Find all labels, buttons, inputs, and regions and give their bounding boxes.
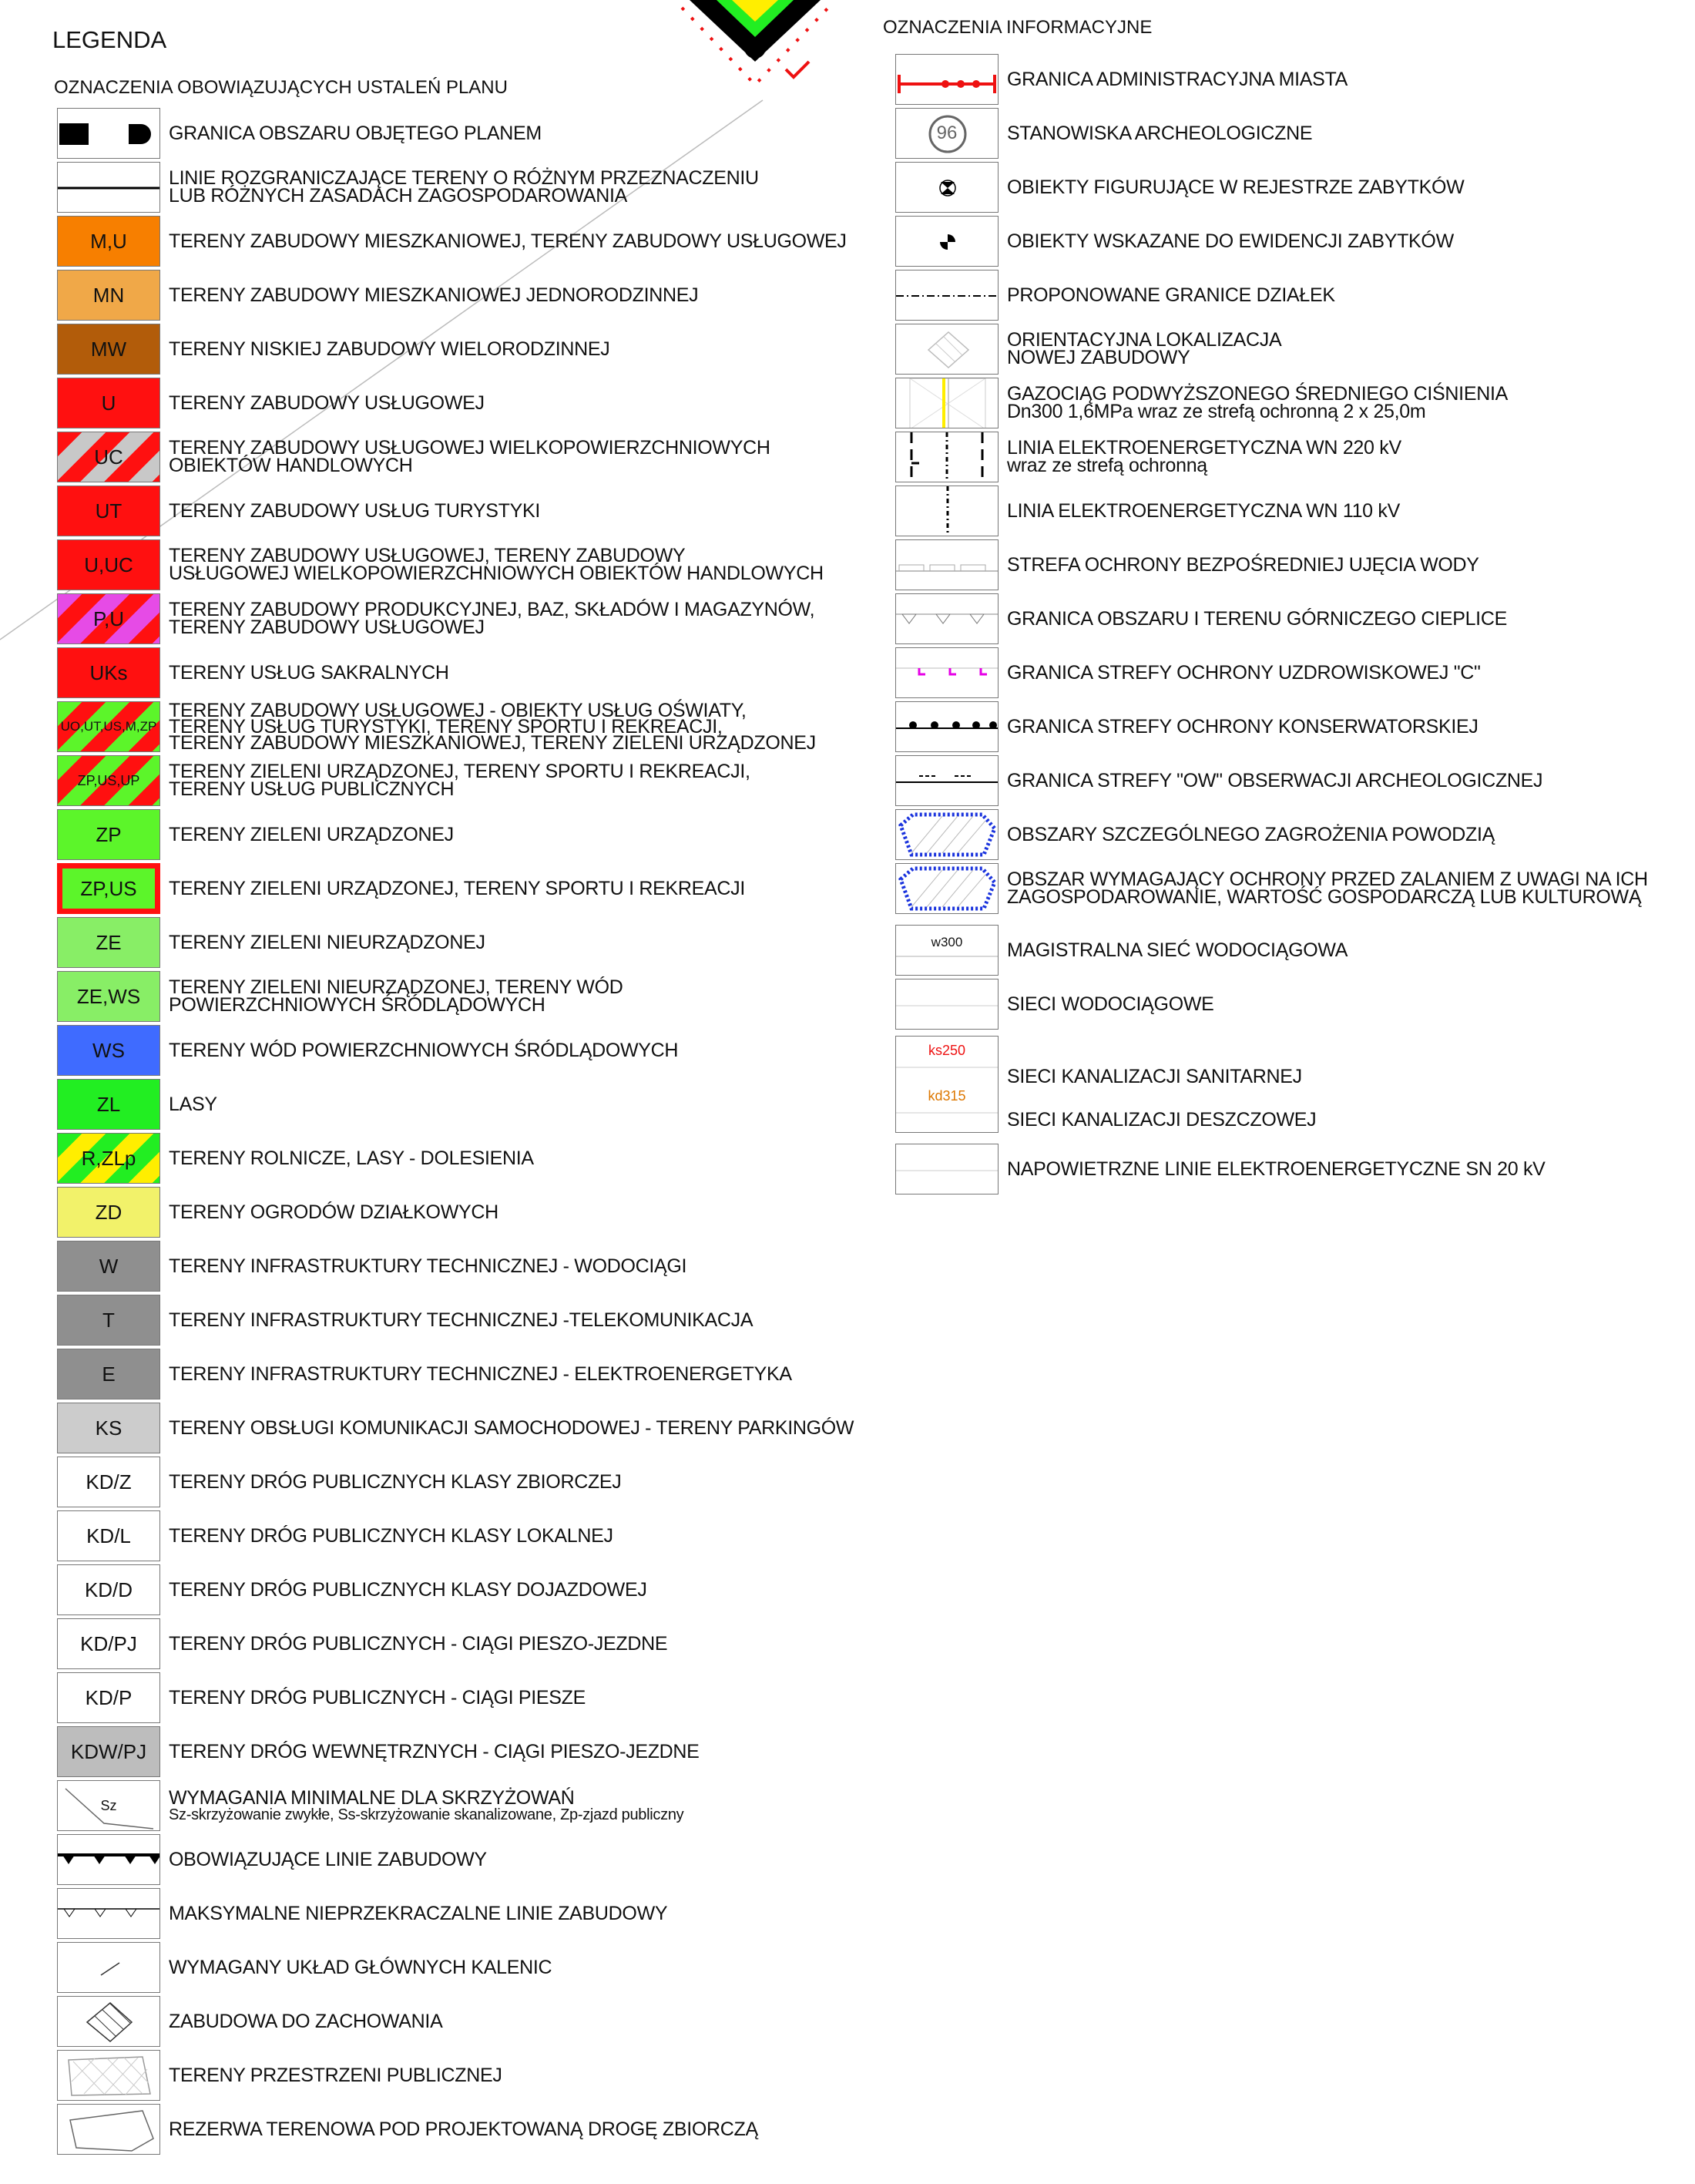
legend-label-line2: LUB RÓŻNYCH ZASADACH ZAGOSPODAROWANIA bbox=[169, 185, 627, 207]
zone-code: KD/D bbox=[84, 1578, 133, 1601]
legend-label: TERENY DRÓG PUBLICZNYCH KLASY DOJAZDOWEJ bbox=[169, 1578, 647, 1601]
legend-title: LEGENDA bbox=[52, 26, 167, 53]
zone-swatch bbox=[57, 1349, 160, 1399]
legend-label: NAPOWIETRZNE LINIE ELEKTROENERGETYCZNE SN 20 kV bbox=[1007, 1158, 1546, 1180]
legend-label: STREFA OCHRONY BEZPOŚREDNIEJ UJĘCIA WODY bbox=[1007, 553, 1479, 576]
zone-code: P,U bbox=[93, 606, 124, 630]
sanitary-sewer-symbol bbox=[895, 1036, 999, 1087]
zone-code: UO,UT,US,M,ZP bbox=[60, 719, 157, 734]
zone-swatch bbox=[57, 378, 160, 428]
legend-label: TERENY INFRASTRUKTURY TECHNICZNEJ - WODOCIĄGI bbox=[169, 1255, 687, 1277]
legend-label: LINIA ELEKTROENERGETYCZNA WN 110 kV bbox=[1007, 499, 1401, 522]
legend-label: SIECI KANALIZACJI DESZCZOWEJ bbox=[1007, 1108, 1317, 1131]
legend-label-line2: ZAGOSPODAROWANIE, WARTOŚĆ GOSPODARCZĄ LUB KULTUROWĄ bbox=[1007, 886, 1642, 908]
spa-zone-symbol bbox=[895, 647, 999, 698]
power-line-220kv-symbol bbox=[895, 432, 999, 482]
zone-swatch bbox=[57, 1079, 160, 1130]
water-intake-zone-symbol bbox=[895, 539, 999, 590]
legend-label-line2: TERENY ZABUDOWY USŁUGOWEJ bbox=[169, 617, 485, 638]
legend-label: GAZOCIĄG PODWYŻSZONEGO ŚREDNIEGO CIŚNIENIA bbox=[1007, 383, 1508, 405]
legend-label: TERENY ZABUDOWY USŁUGOWEJ bbox=[169, 391, 485, 414]
legend-label: TERENY OGRODÓW DZIAŁKOWYCH bbox=[169, 1201, 498, 1223]
legend-label: TERENY DRÓG PUBLICZNYCH - CIĄGI PIESZO-JEZDNE bbox=[169, 1632, 668, 1655]
legend-label: TERENY ZIELENI URZĄDZONEJ bbox=[169, 823, 454, 845]
gas-pipeline-symbol bbox=[895, 378, 999, 428]
legend-label: TERENY PRZESTRZENI PUBLICZNEJ bbox=[169, 2064, 502, 2086]
legend-label: TERENY ZIELENI URZĄDZONEJ, TERENY SPORTU I REKREACJI, bbox=[169, 761, 750, 782]
legend-label: LINIA ELEKTROENERGETYCZNA WN 220 kV bbox=[1007, 437, 1401, 459]
zone-code: ZP bbox=[96, 822, 122, 846]
zone-swatch bbox=[57, 486, 160, 536]
zone-swatch bbox=[57, 1672, 160, 1723]
legend-label: TERENY USŁUG SAKRALNYCH bbox=[169, 661, 449, 684]
legend-label-line3: TERENY ZABUDOWY MIESZKANIOWEJ, TERENY ZIELENI URZĄDZONEJ bbox=[169, 731, 816, 754]
legend-label: STANOWISKA ARCHEOLOGICZNE bbox=[1007, 122, 1313, 144]
water-main-code: w300 bbox=[931, 935, 963, 949]
legend-label: REZERWA TERENOWA POD PROJEKTOWANĄ DROGĘ ZBIORCZĄ bbox=[169, 2118, 758, 2140]
zone-code: KDW/PJ bbox=[70, 1739, 147, 1763]
archaeological-site-number: 96 bbox=[936, 123, 958, 143]
zone-swatch bbox=[57, 1564, 160, 1615]
zone-code: U bbox=[101, 391, 116, 415]
zone-swatch bbox=[57, 1726, 160, 1777]
zone-code: KS bbox=[95, 1416, 123, 1440]
legend-label: GRANICA STREFY OCHRONY UZDROWISKOWEJ "C" bbox=[1007, 661, 1481, 684]
zone-swatch bbox=[57, 1457, 160, 1507]
legend-label: TERENY ZIELENI URZĄDZONEJ, TERENY SPORTU I REKREACJI bbox=[169, 877, 745, 899]
legend-label-line2: Sz-skrzyżowanie zwykłe, Ss-skrzyżowanie skanalizowane, Zp-zjazd publiczny bbox=[169, 1806, 684, 1823]
legend-label: OBSZARY SZCZEGÓLNEGO ZAGROŻENIA POWODZIĄ bbox=[1007, 823, 1495, 845]
zone-swatch bbox=[57, 1187, 160, 1238]
zone-swatch bbox=[57, 324, 160, 375]
legend-label: TERENY DRÓG PUBLICZNYCH KLASY ZBIORCZEJ bbox=[169, 1470, 622, 1493]
binding-section-title: OZNACZENIA OBOWIĄZUJĄCYCH USTALEŃ PLANU bbox=[54, 77, 508, 98]
legend-label: OBIEKTY WSKAZANE DO EWIDENCJI ZABYTKÓW bbox=[1007, 230, 1454, 252]
power-line-110kv-symbol bbox=[895, 486, 999, 536]
road-reserve-symbol bbox=[57, 2104, 160, 2155]
zone-code: W bbox=[99, 1254, 119, 1278]
legend-label: TERENY DRÓG PUBLICZNYCH KLASY LOKALNEJ bbox=[169, 1524, 613, 1547]
legend-label: LASY bbox=[169, 1093, 217, 1115]
zone-code: KD/Z bbox=[86, 1470, 132, 1494]
legend-label: TERENY ZIELENI NIEURZĄDZONEJ, TERENY WÓD bbox=[169, 976, 623, 998]
storm-sewer-code: kd315 bbox=[928, 1088, 966, 1104]
registered-monument-icon bbox=[895, 162, 999, 213]
zone-swatch bbox=[57, 1025, 160, 1076]
zone-code: ZL bbox=[96, 1092, 121, 1116]
zone-swatch bbox=[57, 1241, 160, 1292]
monument-record-icon bbox=[895, 216, 999, 267]
legend-label: TERENY ROLNICZE, LASY - DOLESIENIA bbox=[169, 1147, 534, 1169]
legend-label: TERENY ZIELENI NIEURZĄDZONEJ bbox=[169, 931, 485, 953]
legend-label: GRANICA OBSZARU I TERENU GÓRNICZEGO CIEPLICE bbox=[1007, 607, 1507, 630]
legend-label: WYMAGANY UKŁAD GŁÓWNYCH KALENIC bbox=[169, 1956, 552, 1978]
zone-swatch bbox=[57, 647, 160, 698]
legend-label: WYMAGANIA MINIMALNE DLA SKRZYŻOWAŃ bbox=[169, 1786, 575, 1809]
legend-label: GRANICA STREFY "OW" OBSERWACJI ARCHEOLOGICZNEJ bbox=[1007, 769, 1543, 791]
legend-label: LINIE ROZGRANICZAJĄCE TERENY O RÓŻNYM PRZEZNACZENIU bbox=[169, 167, 759, 189]
zone-swatch bbox=[57, 539, 160, 590]
legend-label: ZABUDOWA DO ZACHOWANIA bbox=[169, 2010, 443, 2032]
zone-swatch bbox=[57, 593, 160, 644]
legend-label: TERENY ZABUDOWY USŁUGOWEJ - OBIEKTY USŁUG OŚWIATY, bbox=[169, 699, 747, 721]
flood-risk-symbol bbox=[895, 809, 999, 860]
zone-swatch bbox=[57, 917, 160, 968]
public-space-symbol bbox=[57, 2050, 160, 2101]
legend-label-line2: TERENY USŁUG PUBLICZNYCH bbox=[169, 778, 455, 800]
ow-zone-symbol bbox=[895, 755, 999, 806]
sn-power-line-symbol bbox=[895, 1144, 999, 1194]
legend-label: OBIEKTY FIGURUJĄCE W REJESTRZE ZABYTKÓW bbox=[1007, 176, 1465, 198]
legend-label: MAKSYMALNE NIEPRZEKRACZALNE LINIE ZABUDOWY bbox=[169, 1902, 668, 1924]
legend-label: TERENY INFRASTRUKTURY TECHNICZNEJ - ELEKTROENERGETYKA bbox=[169, 1362, 792, 1385]
legend-label: TERENY OBSŁUGI KOMUNIKACJI SAMOCHODOWEJ - TERENY PARKINGÓW bbox=[169, 1416, 854, 1439]
legend-label: SIECI WODOCIĄGOWE bbox=[1007, 993, 1214, 1015]
ridge-layout-symbol bbox=[57, 1942, 160, 1993]
sanitary-sewer-code: ks250 bbox=[928, 1043, 966, 1058]
zone-code: U,UC bbox=[84, 553, 133, 576]
zone-swatch bbox=[57, 1618, 160, 1669]
zone-code: ZP,US bbox=[80, 876, 137, 900]
new-building-symbol bbox=[895, 324, 999, 375]
informative-section-title: OZNACZENIA INFORMACYJNE bbox=[883, 17, 1153, 38]
legend-label-line2: TERENY USŁUG TURYSTYKI, TERENY SPORTU I REKREACJI, bbox=[169, 715, 723, 738]
legend-label-line2: NOWEJ ZABUDOWY bbox=[1007, 347, 1190, 368]
legend-label: MAGISTRALNA SIEĆ WODOCIĄGOWA bbox=[1007, 939, 1348, 961]
legend-label: TERENY ZABUDOWY USŁUG TURYSTYKI bbox=[169, 499, 541, 522]
mandatory-building-line-symbol bbox=[57, 1834, 160, 1885]
legend-label-line2: OBIEKTÓW HANDLOWYCH bbox=[169, 455, 413, 476]
max-building-line-symbol bbox=[57, 1888, 160, 1939]
zone-code: M,U bbox=[90, 229, 127, 253]
water-network-symbol bbox=[895, 979, 999, 1030]
zone-swatch bbox=[57, 1133, 160, 1184]
legend-label: OBOWIĄZUJĄCE LINIE ZABUDOWY bbox=[169, 1848, 487, 1870]
water-main-symbol bbox=[895, 925, 999, 976]
plan-boundary-symbol bbox=[57, 108, 160, 159]
legend-label: GRANICA STREFY OCHRONY KONSERWATORSKIEJ bbox=[1007, 715, 1479, 738]
zone-code: E bbox=[102, 1362, 116, 1386]
zone-swatch bbox=[57, 809, 160, 860]
legend-label: TERENY ZABUDOWY MIESZKANIOWEJ JEDNORODZINNEJ bbox=[169, 284, 699, 306]
zone-swatch bbox=[57, 1403, 160, 1453]
zone-swatch bbox=[57, 432, 160, 482]
zone-code: ZE bbox=[96, 930, 122, 954]
plot-boundary-symbol bbox=[895, 270, 999, 321]
zone-code: UKs bbox=[89, 660, 128, 684]
zone-swatch bbox=[57, 216, 160, 267]
legend-label: OBSZAR WYMAGAJĄCY OCHRONY PRZED ZALANIEM Z UWAGI NA ICH bbox=[1007, 869, 1648, 890]
mining-area-symbol bbox=[895, 593, 999, 644]
legend-label: GRANICA ADMINISTRACYJNA MIASTA bbox=[1007, 68, 1348, 90]
zone-code: T bbox=[102, 1308, 115, 1332]
city-boundary-symbol bbox=[895, 54, 999, 105]
zone-code: ZE,WS bbox=[76, 984, 141, 1008]
zone-swatch bbox=[57, 971, 160, 1022]
zone-code: WS bbox=[92, 1038, 125, 1062]
legend-label: ORIENTACYJNA LOKALIZACJA bbox=[1007, 329, 1282, 351]
zone-code: MW bbox=[90, 337, 127, 361]
legend-label: TERENY ZABUDOWY USŁUGOWEJ, TERENY ZABUDOWY bbox=[169, 545, 686, 566]
zone-swatch bbox=[57, 755, 160, 806]
legend-label: SIECI KANALIZACJI SANITARNEJ bbox=[1007, 1065, 1302, 1087]
zone-swatch bbox=[57, 270, 160, 321]
zone-swatch bbox=[57, 863, 160, 914]
archaeological-site-symbol bbox=[895, 108, 999, 159]
legend-label-line2: wraz ze strefą ochronną bbox=[1007, 455, 1207, 476]
legend-label: TERENY INFRASTRUKTURY TECHNICZNEJ -TELEKOMUNIKACJA bbox=[169, 1309, 754, 1331]
legend-label: TERENY DRÓG WEWNĘTRZNYCH - CIĄGI PIESZO-JEZDNE bbox=[169, 1740, 700, 1762]
intersection-code: Sz bbox=[100, 1797, 117, 1813]
legend-label: GRANICA OBSZARU OBJĘTEGO PLANEM bbox=[169, 122, 542, 144]
zone-code: KD/L bbox=[86, 1524, 131, 1547]
conservation-zone-symbol bbox=[895, 701, 999, 752]
legend-label: TERENY ZABUDOWY PRODUKCYJNEJ, BAZ, SKŁADÓW I MAGAZYNÓW, bbox=[169, 599, 815, 620]
legend-label: TERENY DRÓG PUBLICZNYCH - CIĄGI PIESZE bbox=[169, 1686, 586, 1709]
storm-sewer-symbol bbox=[895, 1082, 999, 1133]
zone-code: UT bbox=[95, 499, 123, 522]
legend-label: TERENY ZABUDOWY MIESZKANIOWEJ, TERENY ZABUDOWY USŁUGOWEJ bbox=[169, 230, 847, 252]
legend-label-line2: USŁUGOWEJ WIELKOPOWIERZCHNIOWYCH OBIEKTÓW HANDLOWYCH bbox=[169, 563, 824, 584]
legend-label-line2: POWIERZCHNIOWYCH ŚRÓDLĄDOWYCH bbox=[169, 994, 545, 1016]
legend-label: TERENY WÓD POWIERZCHNIOWYCH ŚRÓDLĄDOWYCH bbox=[169, 1039, 679, 1061]
zone-swatch bbox=[57, 701, 160, 752]
zone-code: ZD bbox=[95, 1200, 123, 1224]
legend-label: PROPONOWANE GRANICE DZIAŁEK bbox=[1007, 284, 1335, 306]
zone-code: MN bbox=[92, 283, 125, 307]
zone-code: ZP,US,UP bbox=[77, 772, 140, 788]
delimiting-line-symbol bbox=[57, 162, 160, 213]
intersection-symbol bbox=[57, 1780, 160, 1831]
legend-label: TERENY NISKIEJ ZABUDOWY WIELORODZINNEJ bbox=[169, 338, 610, 360]
zone-swatch bbox=[57, 1510, 160, 1561]
zone-code: KD/PJ bbox=[80, 1631, 137, 1655]
zone-code: R,ZLp bbox=[81, 1146, 136, 1170]
zone-code: KD/P bbox=[85, 1685, 133, 1709]
zone-code: UC bbox=[94, 445, 123, 469]
zone-swatch bbox=[57, 1295, 160, 1346]
legend-label-line2: Dn300 1,6MPa wraz ze strefą ochronną 2 x 25,0m bbox=[1007, 401, 1426, 422]
legend-label: TERENY ZABUDOWY USŁUGOWEJ WIELKOPOWIERZCHNIOWYCH bbox=[169, 437, 770, 459]
flood-protection-symbol bbox=[895, 863, 999, 914]
preserved-building-symbol bbox=[57, 1996, 160, 2047]
